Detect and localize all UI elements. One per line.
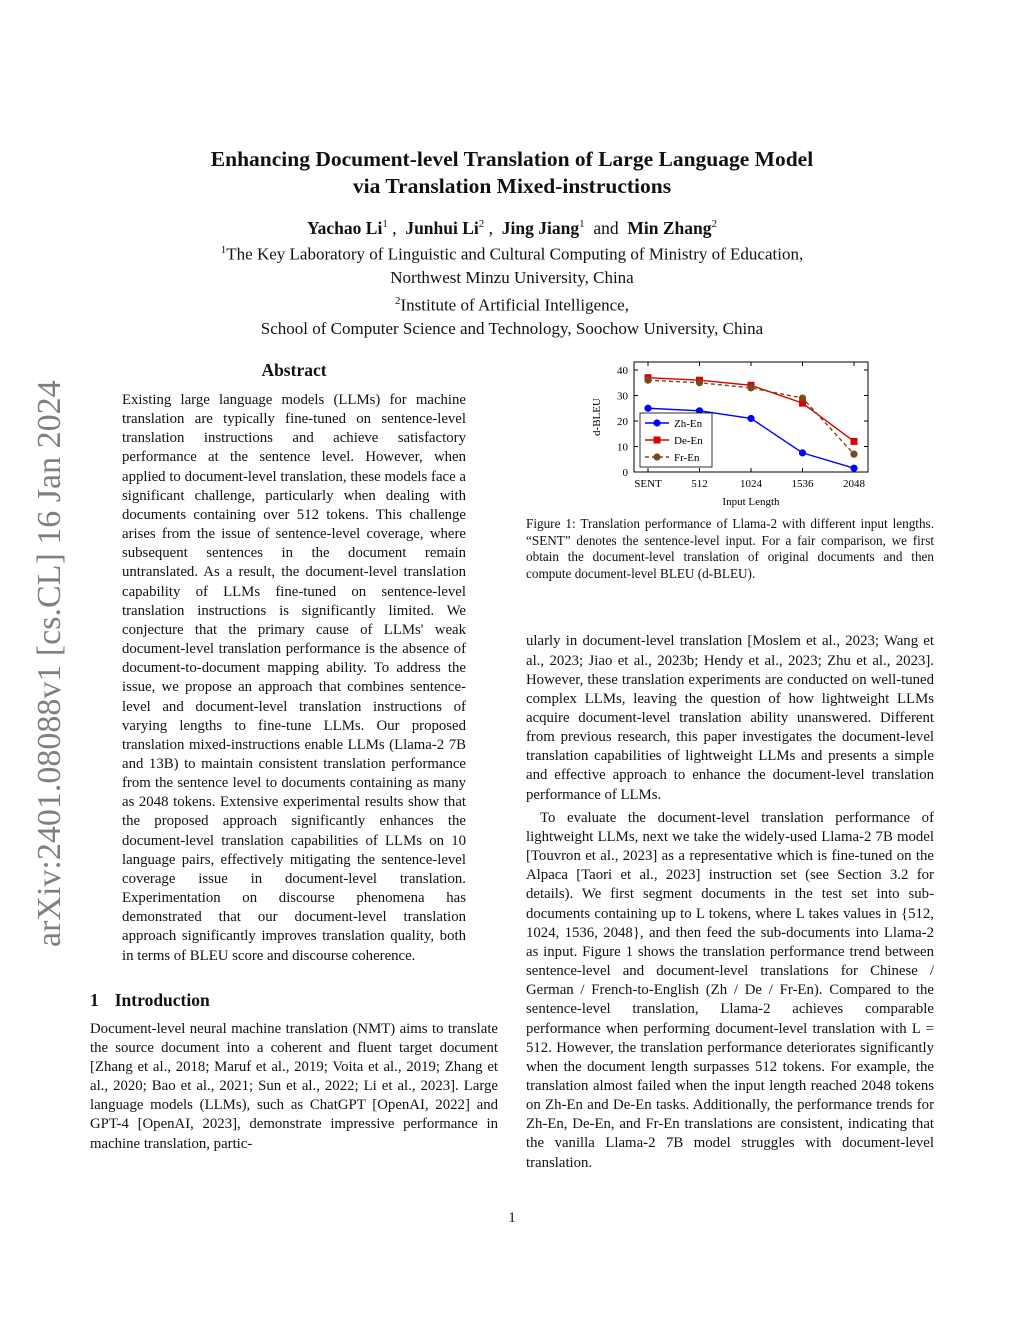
y-tick-label: 30 [617, 390, 628, 403]
data-point-fr-en [747, 384, 754, 391]
title-line-2: via Translation Mixed-instructions [352, 174, 672, 198]
y-tick-label: 20 [617, 416, 628, 428]
section-number: 1 [90, 989, 99, 1010]
data-point-de-en [851, 438, 858, 445]
x-tick-label: SENT [634, 478, 662, 490]
data-point-fr-en [644, 377, 651, 384]
data-point-fr-en [799, 394, 806, 401]
right-column [526, 360, 934, 1173]
author-1: Yachao Li [306, 217, 383, 238]
data-point-fr-en [696, 379, 703, 386]
page-number: 1 [508, 1210, 516, 1226]
x-tick-label: 512 [691, 478, 708, 490]
right-paragraph-1: ularly in document-level translation [Moslem et al., 2023; Wang et al., 2023; Jiao et al., 2023b; Hendy et al., 2023; Zhu et al., 2023]. However, these translation experiments are conducted on well-tuned complex LLMs, leaving the question of how lightweight LLMs acquire document-level translation ability unanswered. Different from previous research, this paper investigates the document-level translation capabilities of lightweight LLMs and presents a simple and effective approach to enhance the document-level translation performance of LLMs. [526, 633, 934, 803]
affiliations [90, 239, 934, 340]
affiliation-2-mark: 2 [395, 294, 401, 307]
figure-1-chart [526, 360, 934, 508]
affiliation-1-line-2: Northwest Minzu University, China [390, 268, 634, 288]
section-heading-introduction [90, 990, 498, 1011]
x-tick-label: 2048 [843, 478, 865, 490]
legend-label: Fr-En [674, 452, 700, 464]
legend-label: Zh-En [674, 418, 703, 430]
paper-title [90, 146, 934, 200]
line-chart [526, 360, 934, 508]
data-point-fr-en [850, 451, 857, 458]
data-point-zh-en [799, 449, 806, 456]
author-4-affil: 2 [711, 218, 718, 230]
affiliation-1-text: The Key Laboratory of Linguistic and Cultural Computing of Ministry of Education, [226, 244, 804, 264]
y-tick-label: 0 [622, 467, 628, 479]
right-paragraph-2: To evaluate the document-level translation performance of lightweight LLMs, next we take the widely-used Llama-2 7B model [Touvron et al., 2023] as a representative which is fine-tuned on the Alpaca [Taori et al., 2023] instruction set (see Section 3.2 for details). We first segment documents in the test set into sub-documents containing up to L tokens, where L takes values in {512, 1024, 1536, 2048}, and then feed the sub-documents into Llama-2 as input. Figure 1 shows the translation performance trend between sentence-level and document-level translations for Chinese / German / French-to-English (Zh / De / Fr-En). Compared to the sentence-level translation, Llama-2 achieves comparable performance when performing document-level translation with L = 512. However, the translation performance deteriorates significantly when the document length surpasses 512 tokens. For example, the translation almost failed when the input length reached 2048 tokens on Zh-En and De-En tasks. Additionally, the performance trends for Zh-En, De-En, and Fr-En translations are consistent, indicating that the vanilla Llama-2 7B model struggles with document-level translation. [526, 809, 934, 1171]
author-3: Jing Jiang [501, 217, 580, 238]
data-point-zh-en [644, 405, 651, 412]
title-line-1: Enhancing Document-level Translation of Large Language Model [210, 147, 814, 171]
intro-paragraph-1: Document-level neural machine translation (NMT) aims to translate the source document into a coherent and fluent target document [Zhang et al., 2018; Maruf et al., 2019; Voita et al., 2019; Zhang et al., 2020; Bao et al., 2021; Sun et al., 2022; Li et al., 2023]. Large language models (LLMs), such as ChatGPT [OpenAI, 2022] and GPT-4 [OpenAI, 2023], demonstrate impressive performance in machine translation, partic- [90, 1020, 498, 1152]
author-4: Min Zhang [627, 217, 712, 238]
legend-marker-de-en [654, 437, 661, 444]
legend-marker-fr-en [653, 453, 660, 460]
author-list: Yachao Li$^1$ , Junhui Li$^2$ , Jing Jiang$^1$ and Min Zhang$^2$ [306, 217, 718, 238]
x-tick-label: 1536 [791, 478, 814, 490]
author-2: Junhui Li [405, 217, 479, 238]
author-1-affil: 1 [382, 218, 388, 230]
y-tick-label: 10 [617, 441, 628, 454]
chart-legend [640, 413, 712, 467]
abstract-heading: Abstract [261, 360, 327, 380]
data-point-zh-en [850, 465, 857, 472]
data-point-zh-en [747, 415, 754, 422]
x-axis-label: Input Length [722, 496, 780, 508]
x-tick-label: 1024 [740, 478, 762, 490]
legend-label: De-En [674, 435, 703, 447]
author-2-affil: 2 [478, 218, 485, 230]
affiliation-1-line-1 [90, 239, 934, 266]
author-3-affil: 1 [579, 218, 585, 230]
arxiv-stamp: arXiv:2401.08088v1 [cs.CL] 16 Jan 2024 [31, 380, 68, 947]
y-axis-label: d-BLEU [591, 398, 603, 436]
affiliation-2-text: Institute of Artificial Intelligence, [400, 295, 629, 315]
abstract-text: Existing large language models (LLMs) for machine translation are typically fine-tuned on sentence-level translation instructions and achieve satisfactory performance at the sentence level. However, when applied to document-level translation, these models face a significant challenge, particularly when dealing with documents containing over 512 tokens. This challenge arises from the issue of sentence-level coverage, where subsequent sentences in the document remain untranslated. As a result, the document-level translation capability of LLMs fine-tuned on sentence-level translation instructions is significantly limited. We conjecture that the primary cause of LLMs' weak document-level translation performance is the absence of document-to-document mapping ability. To address the issue, we propose an approach that combines sentence-level and document-level translation instructions of varying lengths to fine-tune LLMs. Our proposed translation mixed-instructions enable LLMs (Llama-2 7B and 13B) to maintain consistent translation performance from the sentence level to documents containing as many as 2048 tokens. Extensive experimental results show that the proposed approach significantly enhances the document-level translation capabilities of LLMs on 10 language pairs, effectively mitigating the sentence-level coverage issue in document-level translation. Experimentation on discourse phenomena has demonstrated that our document-level translation approach significantly improves translation quality, both in terms of BLEU score and discourse coherence. [122, 392, 466, 964]
affiliation-2-line-1 [90, 290, 934, 317]
author-and: and [593, 217, 619, 238]
affiliation-2-line-2: School of Computer Science and Technology, Soochow University, China [260, 318, 764, 338]
y-tick-label: 40 [617, 365, 628, 377]
section-title: Introduction [114, 989, 210, 1010]
figure-1-caption: Figure 1: Translation performance of Llama-2 with different input lengths. “SENT” denotes the sentence-level input. For a fair comparison, we first obtain the document-level translation of original documents and then compute document-level BLEU (d-BLEU). [526, 516, 934, 581]
legend-marker-zh-en [653, 419, 660, 426]
left-column [90, 360, 498, 1154]
affiliation-1-mark: 1 [220, 244, 227, 256]
